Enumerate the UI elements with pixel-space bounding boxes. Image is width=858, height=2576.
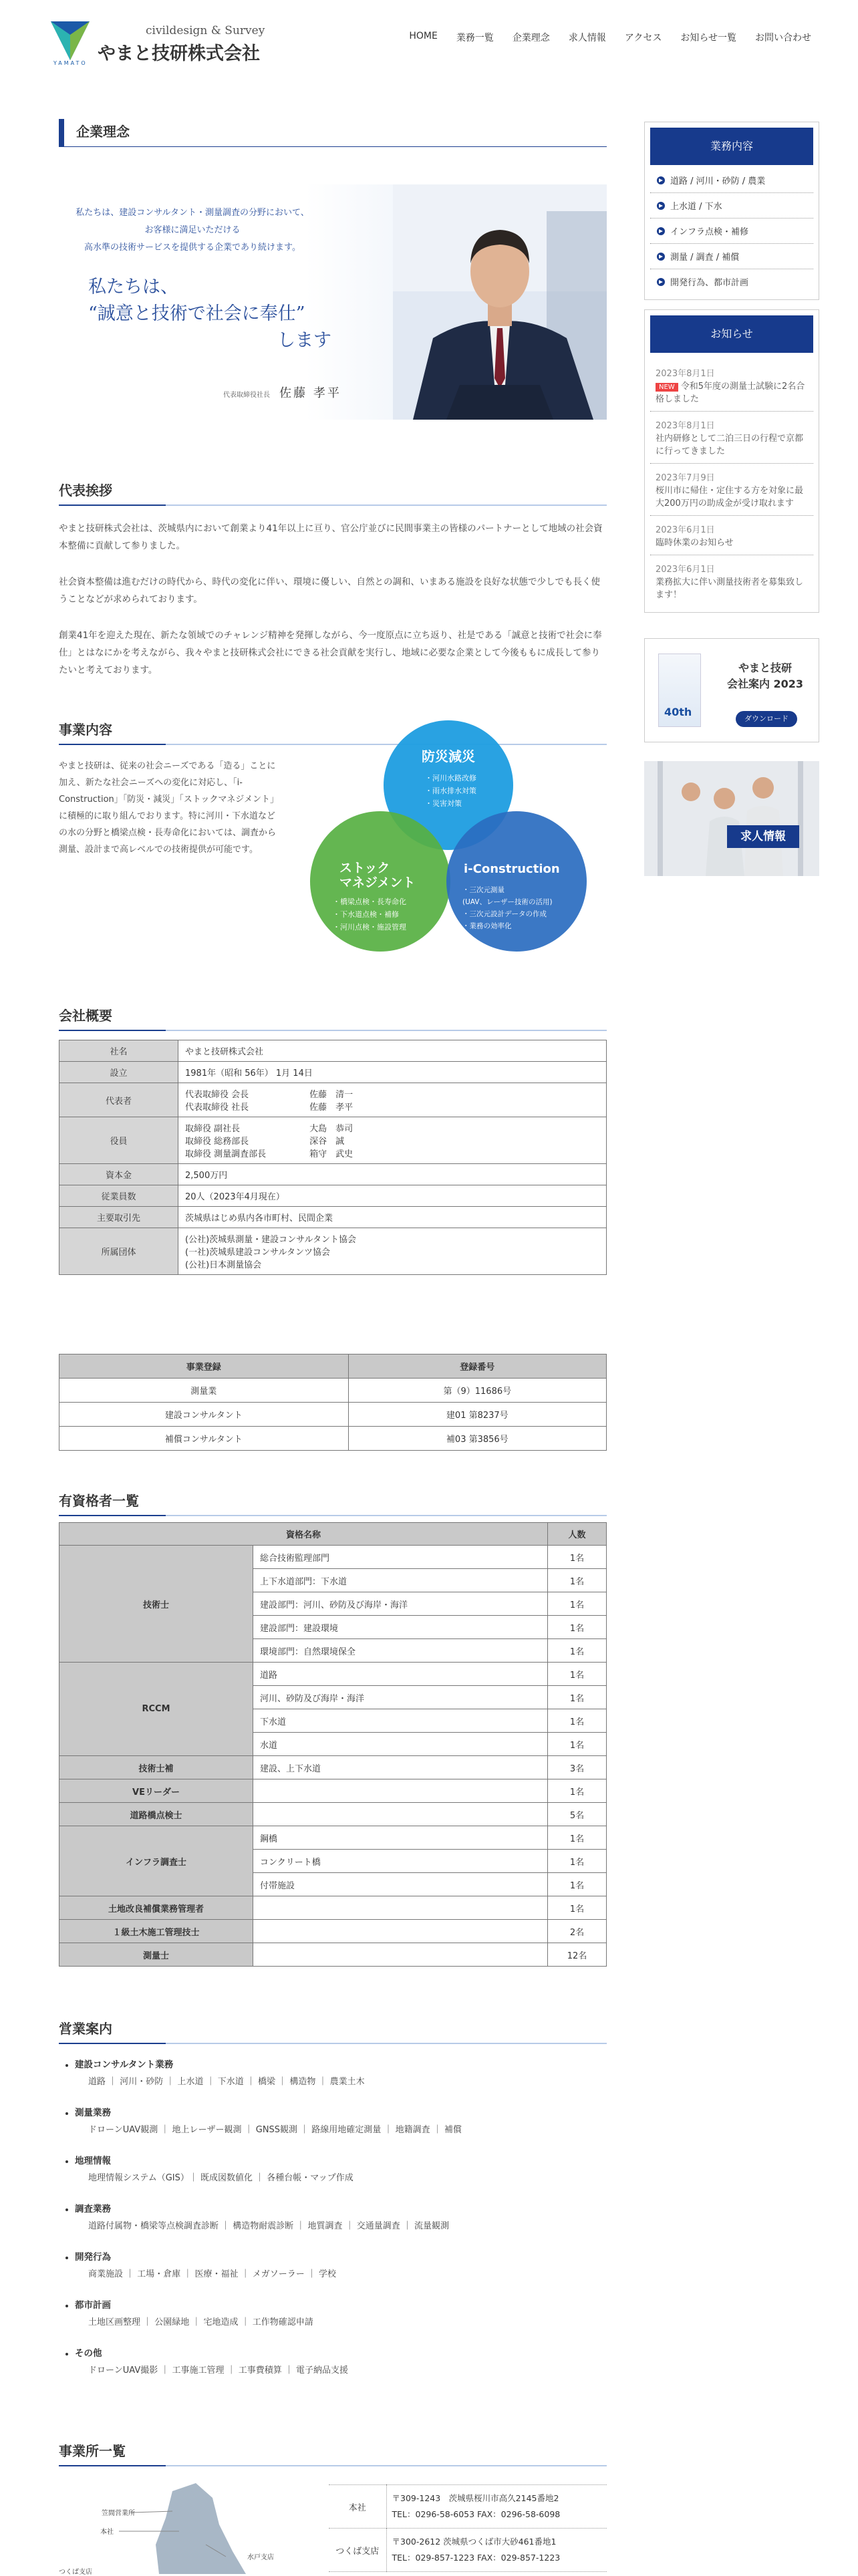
greeting-heading: 代表挨拶 bbox=[59, 480, 607, 506]
new-badge: NEW bbox=[656, 383, 678, 392]
sidebar-service-item[interactable]: インフラ点検・補修 bbox=[650, 219, 813, 244]
download-button[interactable]: ダウンロード bbox=[736, 711, 797, 727]
table-row: 従業員数 20人（2023年4月現在） bbox=[59, 1185, 607, 1207]
list-item: • 開発行為 商業施設 ｜ 工場・倉庫 ｜ 医療・福祉 ｜ メガソーラー ｜ 学校 bbox=[75, 2249, 603, 2297]
map-label-kasama: 笠間営業所 bbox=[102, 2510, 135, 2517]
table-row: 上下水道部門：下水道 1名 bbox=[59, 1569, 607, 1592]
venn-icon-title: i-Construction bbox=[464, 862, 560, 876]
office-table bbox=[329, 2484, 607, 2572]
news-item[interactable]: 2023年8月1日 社内研修として二泊三日の行程で京都に行ってきました bbox=[650, 412, 813, 464]
brochure-title: やまと技研 bbox=[738, 662, 792, 674]
news-item[interactable]: 2023年7月9日 桜川市に帰住・定住する方を対象に最大200万円の助成金が受け取れます bbox=[650, 464, 813, 516]
table-row: 資本金 2,500万円 bbox=[59, 1164, 607, 1185]
venn-disaster-item: ・雨水排水対策 bbox=[425, 786, 476, 795]
office-map bbox=[59, 2478, 313, 2574]
quals-heading: 有資格者一覧 bbox=[59, 1490, 607, 1516]
venn-stock-item: ・河川点検・施設管理 bbox=[333, 923, 406, 932]
philosophy-heading: 企業理念 bbox=[59, 119, 607, 147]
table-row: 環境部門：自然環境保全 1名 bbox=[59, 1639, 607, 1663]
venn-stock-title: ストック マネジメント bbox=[339, 861, 416, 890]
registration-table bbox=[59, 1354, 607, 1451]
logo-small-text: YAMATO bbox=[53, 60, 88, 66]
news-item[interactable]: 2023年8月1日 NEW 令和5年度の測量士試験に2名合格しました bbox=[650, 360, 813, 412]
venn-icon-item: ・三次元測量 bbox=[462, 886, 505, 894]
list-item: • 都市計画 土地区画整理 ｜ 公園緑地 ｜ 宅地造成 ｜ 工作物確認申請 bbox=[75, 2297, 603, 2345]
table-row: １級土木施工管理技士 2名 bbox=[59, 1920, 607, 1943]
table-row: 水道 1名 bbox=[59, 1733, 607, 1756]
venn-icon-item: (UAV、レーザー技術の活用) bbox=[462, 898, 553, 906]
table-row: 主要取引先 茨城県はじめ県内各市町村、民間企業 bbox=[59, 1207, 607, 1228]
venn-stock-item: ・橋梁点検・長寿命化 bbox=[333, 897, 406, 906]
signature: 代表取締役社長 佐藤 孝平 bbox=[223, 386, 341, 400]
table-row: 所属団体 (公社)茨城県測量・建設コンサルタント協会 (一社)茨城県建設コンサルタンツ協会 (公社)日本測量協会 bbox=[59, 1228, 607, 1275]
brochure-year: 会社案内 2023 bbox=[726, 678, 804, 690]
table-row: 本社 〒309-1243 茨城県桜川市高久2145番地2 TEL：0296-58-6053 FAX：0296-58-6098 bbox=[329, 2485, 607, 2529]
venn-disaster-item: ・災害対策 bbox=[425, 799, 462, 808]
table-row: 補償コンサルタント 補03 第3856号 bbox=[59, 1427, 607, 1451]
venn-disaster-item: ・河川水路改修 bbox=[425, 774, 476, 782]
news-widget-title: お知らせ bbox=[650, 315, 813, 353]
venn-disaster-title: 防災減災 bbox=[422, 748, 475, 764]
global-nav bbox=[400, 31, 821, 44]
company-logo-icon[interactable] bbox=[51, 21, 90, 60]
nav-recruit[interactable]: 求人情報 bbox=[568, 33, 606, 43]
table-row: コンクリート橋 1名 bbox=[59, 1850, 607, 1873]
philosophy-motto: 私たちは、 “誠意と技術で社会に奉仕” します bbox=[88, 277, 331, 351]
philosophy-hero bbox=[59, 184, 607, 420]
sidebar-service-item[interactable]: 上水道 / 下水 bbox=[650, 193, 813, 219]
table-row: インフラ調査士 鋼橋 1名 bbox=[59, 1826, 607, 1850]
services-list bbox=[75, 2057, 603, 2394]
business-text: やまと技研は、従来の社会ニーズである「造る」ことに加え、新たな社会ニーズへの変化に対応し、「i-Construction」「防災・減災」「ストックマネジメント」に積極的に取り組んでおります。特に河川・下水道などの水の分野と橋梁点検・長寿命化においては、調査から測量、設計まで高レベルでの技術提供が可能です。 bbox=[59, 761, 279, 855]
nav-access[interactable]: アクセス bbox=[624, 33, 662, 43]
nav-philosophy[interactable]: 企業理念 bbox=[512, 33, 550, 43]
sidebar-service-item[interactable]: 開発行為、都市計画 bbox=[650, 269, 813, 294]
recruit-label: 求人情報 bbox=[727, 825, 799, 848]
table-row: 設立 1981年（昭和 56年） 1月 14日 bbox=[59, 1062, 607, 1083]
arrow-bullet-icon bbox=[657, 227, 665, 235]
nav-services[interactable]: 業務一覧 bbox=[456, 33, 494, 43]
table-row: 付帯施設 1名 bbox=[59, 1873, 607, 1896]
services-widget-title: 業務内容 bbox=[650, 128, 813, 165]
table-header-row: 資格名称 人数 bbox=[59, 1523, 607, 1546]
recruit-banner[interactable] bbox=[644, 761, 819, 876]
brochure-banner[interactable] bbox=[644, 638, 819, 742]
table-row: 測量士 12名 bbox=[59, 1943, 607, 1967]
table-row: 測量業 第（9）11686号 bbox=[59, 1379, 607, 1403]
map-label-honsha: 本社 bbox=[100, 2529, 114, 2536]
table-row: 建設部門：建設環境 1名 bbox=[59, 1616, 607, 1639]
venn-stock-item: ・下水道点検・補修 bbox=[333, 910, 399, 919]
table-row: 技術士 総合技術監理部門 1名 bbox=[59, 1546, 607, 1569]
table-row: VEリーダー 1名 bbox=[59, 1779, 607, 1803]
sidebar-service-item[interactable]: 測量 / 調査 / 補償 bbox=[650, 244, 813, 269]
table-row: RCCM 道路 1名 bbox=[59, 1663, 607, 1686]
business-heading: 事業内容 bbox=[59, 719, 279, 745]
arrow-bullet-icon bbox=[657, 278, 665, 286]
map-label-tsukuba: つくば支店 bbox=[59, 2569, 92, 2576]
table-row: 技術士補 建設、上下水道 3名 bbox=[59, 1756, 607, 1779]
news-item[interactable]: 2023年6月1日 業務拡大に伴い測量技術者を募集致します！ bbox=[656, 565, 804, 600]
table-row: 役員 取締役 副社長 大島 恭司 取締役 総務部長 深谷 誠 取締役 測量調査部長 箱守 武史 bbox=[59, 1117, 607, 1164]
nav-news[interactable]: お知らせ一覧 bbox=[680, 33, 736, 43]
table-row: 建設部門：河川、砂防及び海岸・海洋 1名 bbox=[59, 1592, 607, 1616]
site-header bbox=[0, 0, 858, 80]
philosophy-lead: 私たちは、建設コンサルタント・測量調査の分野において、 お客様に満足いただける 高水準の技術サービスを提供する企業であり続けます。 bbox=[76, 208, 309, 253]
news-item[interactable]: 2023年6月1日 臨時休業のお知らせ bbox=[650, 516, 813, 555]
greeting-paragraph-3: 創業41年を迎えた現在、新たな領域でのチャレンジ精神を発揮しながら、今一度原点に立ち返り、社是である「誠意と技術で社会に奉仕」とはなにかを考えながら、我々やまと技研株式会社にできる社会貢献を実行し、地域に必要な企業として今後ももに成長して参りたいと考えております。 bbox=[59, 630, 602, 676]
offices-heading: 事業所一覧 bbox=[59, 2440, 607, 2466]
staff-photo bbox=[644, 761, 819, 876]
table-header-row: 事業登録 登録番号 bbox=[59, 1354, 607, 1379]
arrow-bullet-icon bbox=[657, 176, 665, 184]
services-heading: 営業案内 bbox=[59, 2018, 607, 2044]
list-item: • その他 ドローンUAV撮影 ｜ 工事施工管理 ｜ 工事費積算 ｜ 電子納品支援 bbox=[75, 2345, 603, 2394]
logo-english: civildesign & Survey bbox=[146, 24, 265, 37]
table-row: 社名 やまと技研株式会社 bbox=[59, 1040, 607, 1062]
table-row: 道路橋点検士 5名 bbox=[59, 1803, 607, 1826]
table-row: つくば支店 〒300-2612 茨城県つくば市大砂461番地1 TEL：029-857-1223 FAX：029-857-1223 bbox=[329, 2529, 607, 2572]
table-row: 土地改良補償業務管理者 1名 bbox=[59, 1896, 607, 1920]
main-column bbox=[59, 119, 607, 2574]
table-row: 下水道 1名 bbox=[59, 1709, 607, 1733]
logo-company-name[interactable]: やまと技研株式会社 bbox=[98, 43, 260, 64]
list-item: • 調査業務 道路付属物・橋梁等点検調査診断 ｜ 構造物耐震診断 ｜ 地質調査 ｜ 交通量調査 ｜ 流量観測 bbox=[75, 2201, 603, 2249]
map-label-mito: 水戸支店 bbox=[247, 2554, 274, 2561]
table-row: 代表者 代表取締役 会長 佐藤 清一 代表取締役 社長 佐藤 孝平 bbox=[59, 1083, 607, 1117]
nav-home[interactable]: HOME bbox=[409, 31, 438, 41]
list-item: • 建設コンサルタント業務 道路 ｜ 河川・砂防 ｜ 上水道 ｜ 下水道 ｜ 橋梁 ｜ 構造物 ｜ 農業土木 bbox=[75, 2057, 603, 2105]
table-row: 河川、砂防及び海岸・海洋 1名 bbox=[59, 1686, 607, 1709]
venn-icon-item: ・業務の効率化 bbox=[462, 922, 512, 930]
company-heading: 会社概要 bbox=[59, 1005, 607, 1031]
arrow-bullet-icon bbox=[657, 202, 665, 210]
sidebar bbox=[644, 122, 819, 876]
company-table bbox=[59, 1040, 607, 1275]
services-widget bbox=[644, 122, 819, 300]
president-photo bbox=[393, 184, 607, 420]
arrow-bullet-icon bbox=[657, 253, 665, 261]
greeting-paragraph-2: 社会資本整備は進むだけの時代から、時代の変化に伴い、環境に優しい、自然との調和、いまある施設を良好な状態で少しでも長く使うことなどが求められております。 bbox=[59, 577, 600, 605]
business-venn bbox=[310, 720, 591, 988]
list-item: • 測量業務 ドローンUAV観測 ｜ 地上レーザー観測 ｜ GNSS観測 ｜ 路線用地確定測量 ｜ 地籍調査 ｜ 補償 bbox=[75, 2105, 603, 2153]
news-widget bbox=[644, 309, 819, 613]
greeting-paragraph-1: やまと技研株式会社は、茨城県内において創業より41年以上に亘り、官公庁並びに民間事業主の皆様のパートナーとして地域の社会資本整備に貢献して参りました。 bbox=[59, 523, 603, 551]
nav-contact[interactable]: お問い合わせ bbox=[755, 33, 811, 43]
table-row: 建設コンサルタント 建01 第8237号 bbox=[59, 1403, 607, 1427]
list-item: • 地理情報 地理情報システム（GIS）｜ 既成図数値化 ｜ 各種台帳・マップ作成 bbox=[75, 2153, 603, 2201]
brochure-cover: 40th bbox=[658, 654, 701, 727]
sidebar-service-item[interactable]: 道路 / 河川・砂防 / 農業 bbox=[650, 168, 813, 193]
venn-icon-item: ・三次元設計データの作成 bbox=[462, 910, 547, 918]
quals-table bbox=[59, 1522, 607, 1967]
